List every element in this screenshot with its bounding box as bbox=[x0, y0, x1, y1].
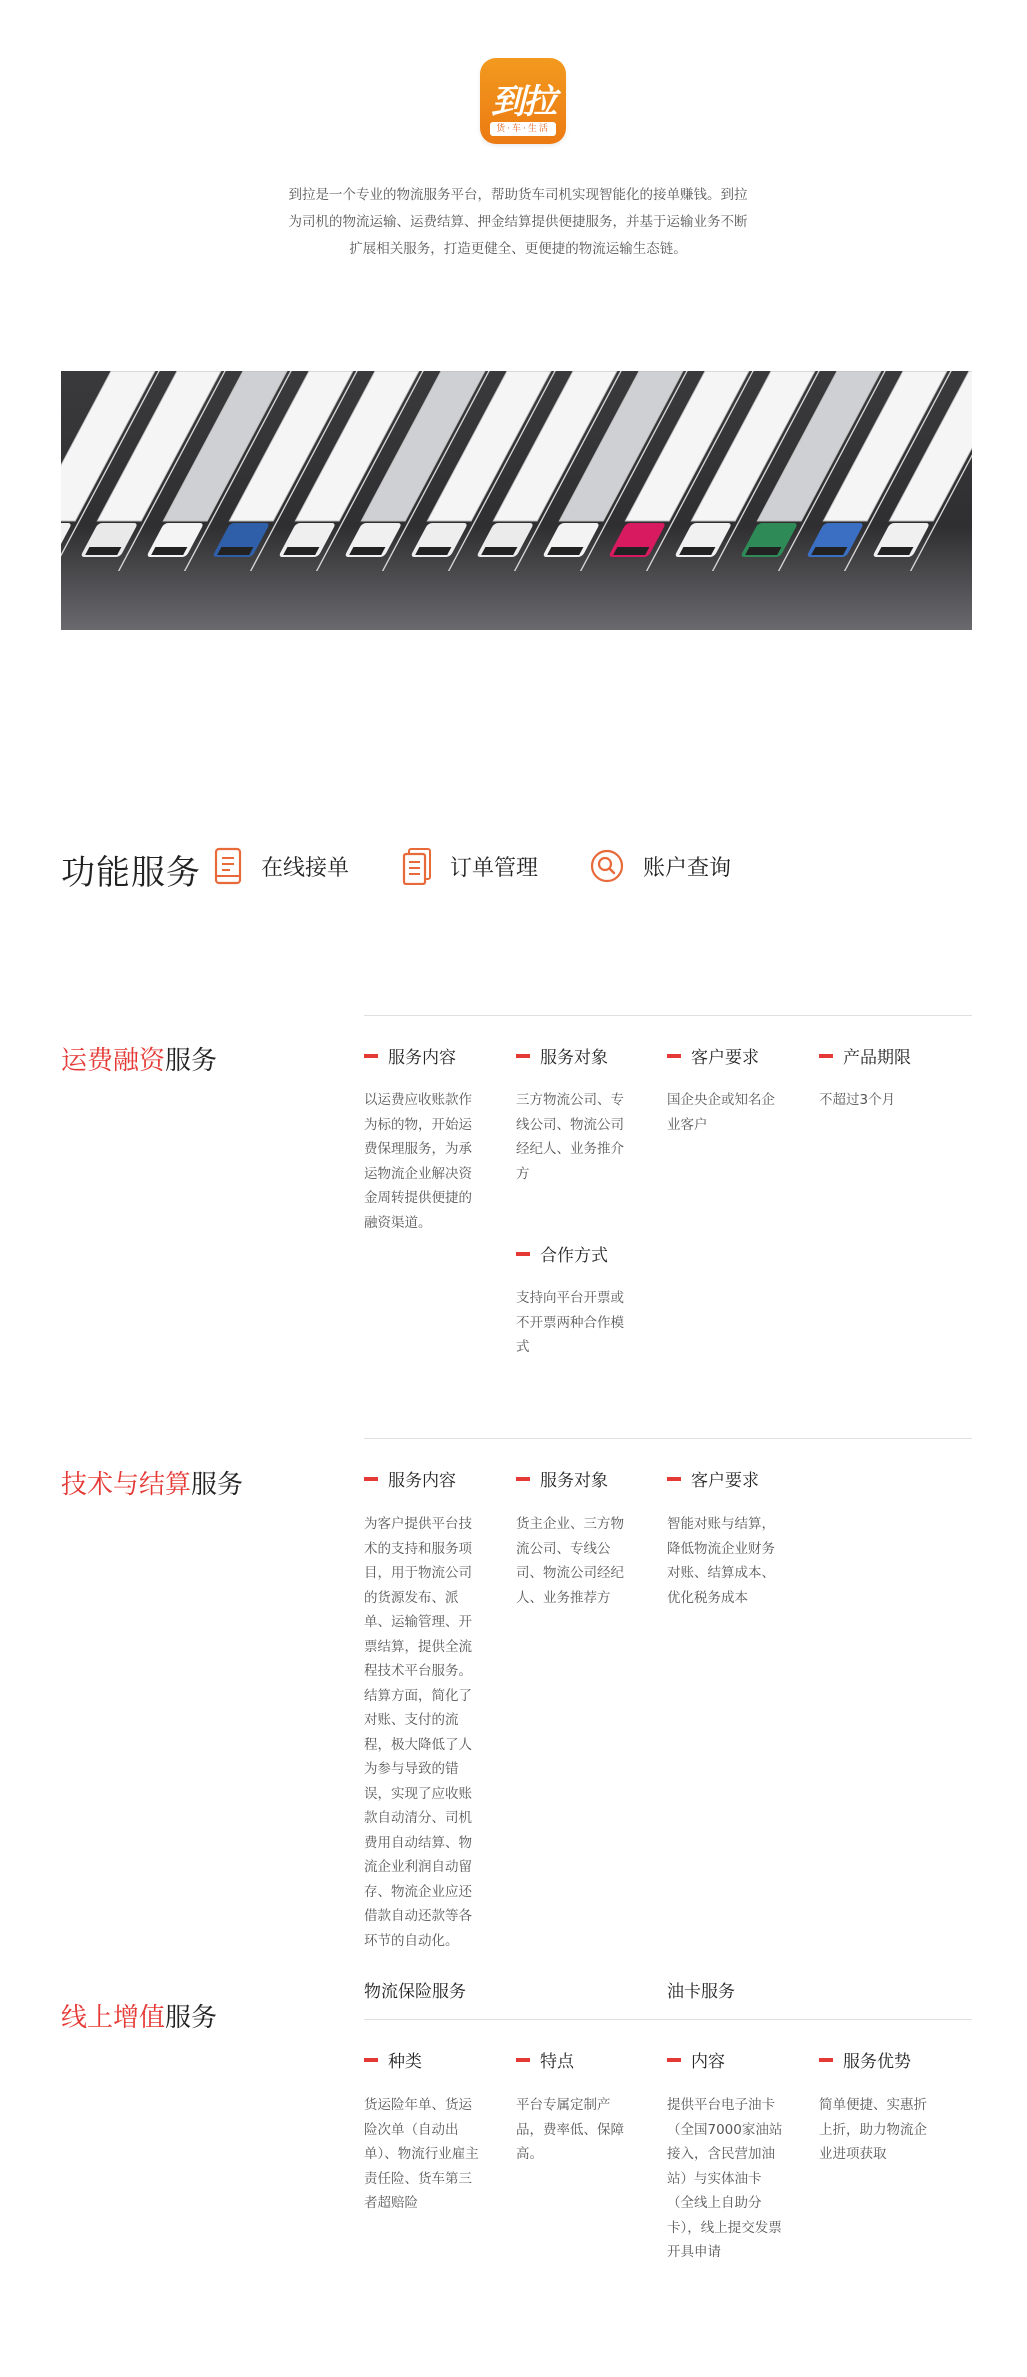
title-highlight: 运费融资 bbox=[61, 1046, 166, 1076]
freight-col-text: 国企央企或知名企业客户 bbox=[667, 1092, 775, 1133]
feature-account-query[interactable] bbox=[589, 846, 731, 886]
freight-col-text: 三方物流公司、专线公司、物流公司经纪人、业务推介方 bbox=[516, 1092, 624, 1182]
online-col-head: 种类 bbox=[364, 2047, 422, 2072]
online-col-text: 平台专属定制产品，费率低、保障高。 bbox=[516, 2097, 624, 2162]
freight-finance-title bbox=[61, 1040, 217, 1077]
freight-col-text: 支持向平台开票或不开票两种合作模式 bbox=[516, 1290, 624, 1355]
online-col-head: 服务优势 bbox=[819, 2047, 911, 2072]
tech-settlement-title bbox=[61, 1464, 243, 1501]
tech-col-text: 智能对账与结算，降低物流企业财务对账、结算成本、优化税务成本 bbox=[667, 1516, 775, 1606]
trucks-illustration bbox=[61, 371, 972, 630]
feature-label: 订单管理 bbox=[450, 855, 539, 881]
title-highlight: 技术与结算 bbox=[61, 1470, 192, 1500]
online-col-head: 内容 bbox=[667, 2047, 725, 2072]
order-list-icon bbox=[402, 847, 432, 885]
freight-col-text: 以运费应收账款作为标的物，开始运费保理服务，为承运物流企业解决资金周转提供便捷的融资渠道。 bbox=[364, 1092, 472, 1231]
title-rest: 服务 bbox=[165, 2003, 218, 2033]
intro-paragraph: 到拉是一个专业的物流服务平台，帮助货车司机实现智能化的接单赚钱。到拉为司机的物流运输、运费结算、押金结算提供便捷服务，并基于运输业务不断扩展相关服务，打造更健全、更便捷的物流运输生态链。 bbox=[288, 187, 748, 257]
tech-col-head: 客户要求 bbox=[667, 1466, 759, 1491]
tech-col-text: 为客户提供平台技术的支持和服务项目，用于物流公司的货源发布、派单、运输管理、开票结算，提供全流程技术平台服务。结算方面，简化了对账、支付的流程，极大降低了人为参与导致的错误，实现了应收账款自动清分、司机费用自动结算、物流企业利润自动留存、物流企业应还借款自动还款等各环节的自动化。 bbox=[364, 1516, 472, 1949]
freight-col-head: 客户要求 bbox=[667, 1043, 759, 1068]
document-phone-icon bbox=[213, 847, 243, 885]
section-divider bbox=[364, 1015, 972, 1016]
freight-col-head: 服务内容 bbox=[364, 1043, 456, 1068]
freight-col-text: 不超过3个月 bbox=[819, 1092, 896, 1108]
freight-col-head: 合作方式 bbox=[516, 1241, 608, 1266]
online-col-text: 货运险年单、货运险次单（自动出单）、物流行业雇主责任险、货车第三者超赔险 bbox=[364, 2097, 479, 2211]
feature-label: 在线接单 bbox=[261, 855, 350, 881]
online-col-head: 特点 bbox=[516, 2047, 574, 2072]
hero-trucks-image bbox=[61, 371, 972, 630]
app-logo bbox=[480, 58, 566, 144]
feature-label: 账户查询 bbox=[643, 855, 732, 881]
feature-order-management[interactable] bbox=[402, 846, 538, 886]
section-divider bbox=[364, 2019, 972, 2020]
feature-online-order[interactable] bbox=[213, 846, 349, 886]
logistics-insurance-subtitle: 物流保险服务 bbox=[364, 1982, 466, 2002]
online-col-text: 简单便捷、实惠折上折，助力物流企业进项获取 bbox=[819, 2097, 927, 2162]
title-highlight: 线上增值 bbox=[61, 2003, 166, 2033]
tech-col-text: 货主企业、三方物流公司、专线公司、物流公司经纪人、业务推荐方 bbox=[516, 1516, 624, 1606]
search-icon bbox=[589, 848, 625, 884]
tech-col-head: 服务对象 bbox=[516, 1466, 608, 1491]
online-value-added-title bbox=[61, 1997, 217, 2034]
title-rest: 服务 bbox=[165, 1046, 218, 1076]
section-divider bbox=[364, 1438, 972, 1439]
logo-text: 到拉 bbox=[491, 82, 555, 122]
online-col-text: 提供平台电子油卡（全国7000家油站接入，含民营加油站）与实体油卡（全线上自助分卡），线上提交发票开具申请 bbox=[667, 2097, 783, 2260]
fuel-card-subtitle: 油卡服务 bbox=[667, 1982, 735, 2002]
title-rest: 服务 bbox=[191, 1470, 244, 1500]
tech-col-head: 服务内容 bbox=[364, 1466, 456, 1491]
logo-tagline: 货·车·生活 bbox=[490, 122, 556, 136]
freight-col-head: 服务对象 bbox=[516, 1043, 608, 1068]
freight-col-head: 产品期限 bbox=[819, 1043, 911, 1068]
features-title: 功能服务 bbox=[61, 853, 201, 893]
